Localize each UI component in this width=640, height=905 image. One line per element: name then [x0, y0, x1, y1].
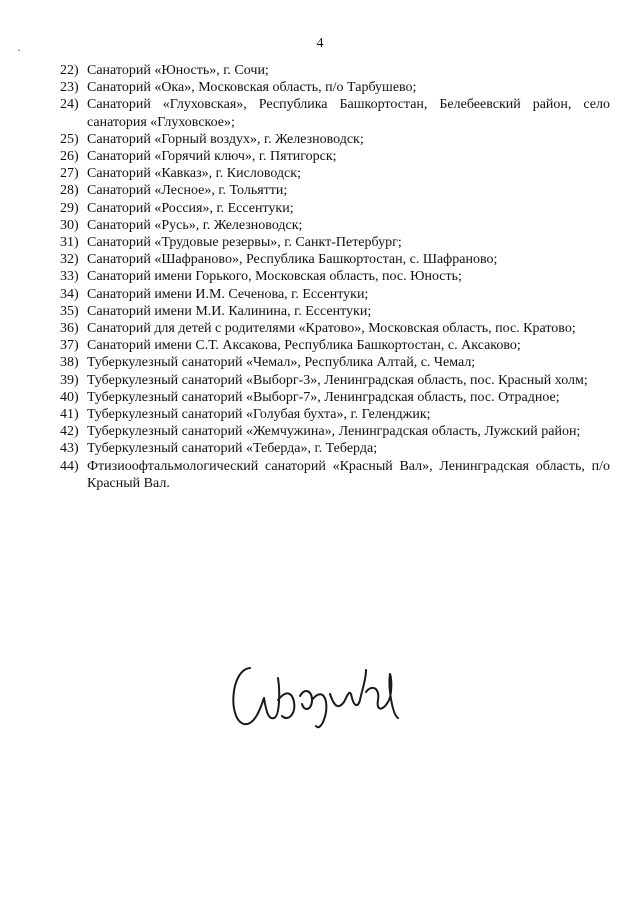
list-item	[60, 200, 610, 217]
list-item	[60, 79, 610, 96]
item-text: Туберкулезный санаторий «Жемчужина», Ленинградская область, Лужский район;	[87, 424, 581, 440]
item-text: Санаторий «Трудовые резервы», г. Санкт-Петербург;	[87, 235, 402, 251]
item-number: 36)	[60, 321, 79, 337]
item-text: Санаторий «Юность», г. Сочи;	[87, 63, 269, 78]
item-number: 31)	[60, 235, 79, 251]
item-text: Санаторий «Россия», г. Ессентуки;	[87, 200, 294, 216]
item-text: Санаторий «Русь», г. Железноводск;	[87, 217, 303, 233]
item-text: Санаторий «Глуховская», Республика Башкортостан, Белебеевский район, село санатория «Глуховское»;	[87, 97, 610, 130]
handwritten-signature	[220, 640, 410, 740]
item-number: 41)	[60, 407, 79, 423]
item-text: Санаторий «Лесное», г. Тольятти;	[87, 183, 288, 199]
page-number: 4	[316, 36, 324, 51]
item-number: 33)	[60, 269, 79, 285]
item-text: Туберкулезный санаторий «Голубая бухта», г. Геленджик;	[87, 407, 431, 423]
list-item	[60, 320, 610, 337]
item-text: Санаторий «Ока», Московская область, п/о Тарбушево;	[87, 80, 417, 96]
item-number: 26)	[60, 149, 79, 165]
item-text: Фтизиоофтальмологический санаторий «Красный Вал», Ленинградская область, п/о Красный Вал.	[87, 458, 610, 491]
list-item	[60, 286, 610, 303]
item-number: 23)	[60, 80, 79, 96]
item-text: Санаторий имени М.И. Калинина, г. Ессентуки;	[87, 303, 372, 319]
item-number: 27)	[60, 166, 79, 182]
item-text: Санаторий для детей с родителями «Кратово», Московская область, пос. Кратово;	[87, 321, 576, 337]
item-text: Туберкулезный санаторий «Теберда», г. Теберда;	[87, 441, 378, 457]
item-number: 24)	[60, 97, 79, 113]
item-number: 38)	[60, 355, 79, 371]
list-item	[60, 96, 610, 130]
item-text: Санаторий имени И.М. Сеченова, г. Ессентуки;	[87, 286, 369, 302]
item-number: 44)	[60, 458, 79, 474]
list-item	[60, 337, 610, 354]
list-item	[60, 389, 610, 406]
item-text: Туберкулезный санаторий «Выборг-3», Ленинградская область, пос. Красный холм;	[87, 372, 588, 388]
item-number: 39)	[60, 372, 79, 388]
list-item	[60, 268, 610, 285]
item-number: 42)	[60, 424, 79, 440]
list-item	[60, 251, 610, 268]
item-text: Санаторий «Горный воздух», г. Железноводск;	[87, 131, 364, 147]
item-number: 28)	[60, 183, 79, 199]
item-text: Санаторий имени Горького, Московская область, пос. Юность;	[87, 269, 462, 285]
list-item	[60, 440, 610, 457]
sanatorium-list	[60, 62, 610, 492]
item-number: 34)	[60, 286, 79, 302]
list-item	[60, 165, 610, 182]
item-text: Туберкулезный санаторий «Выборг-7», Ленинградская область, пос. Отрадное;	[87, 389, 560, 405]
item-number: 35)	[60, 303, 79, 319]
list-item	[60, 217, 610, 234]
item-text: Санаторий «Кавказ», г. Кисловодск;	[87, 166, 301, 182]
item-number: 43)	[60, 441, 79, 457]
item-number: 25)	[60, 131, 79, 147]
item-number: 22)	[60, 63, 79, 78]
item-number: 30)	[60, 217, 79, 233]
item-number: 29)	[60, 200, 79, 216]
list-item	[60, 354, 610, 371]
item-number: 40)	[60, 389, 79, 405]
list-item	[60, 234, 610, 251]
item-text: Санаторий «Шафраново», Республика Башкортостан, с. Шафраново;	[87, 252, 498, 268]
list-item	[60, 131, 610, 148]
list-item	[60, 148, 610, 165]
item-text: Туберкулезный санаторий «Чемал», Республика Алтай, с. Чемал;	[87, 355, 476, 371]
list-item	[60, 458, 610, 492]
list-item	[60, 423, 610, 440]
list-item	[60, 372, 610, 389]
item-text: Санаторий «Горячий ключ», г. Пятигорск;	[87, 149, 337, 165]
list-item	[60, 406, 610, 423]
list-item	[60, 182, 610, 199]
scan-mark: ·	[17, 43, 21, 57]
list-item	[60, 62, 610, 79]
item-number: 37)	[60, 338, 79, 354]
list-item	[60, 303, 610, 320]
item-number: 32)	[60, 252, 79, 268]
item-text: Санаторий имени С.Т. Аксакова, Республика Башкортостан, с. Аксаково;	[87, 338, 521, 354]
